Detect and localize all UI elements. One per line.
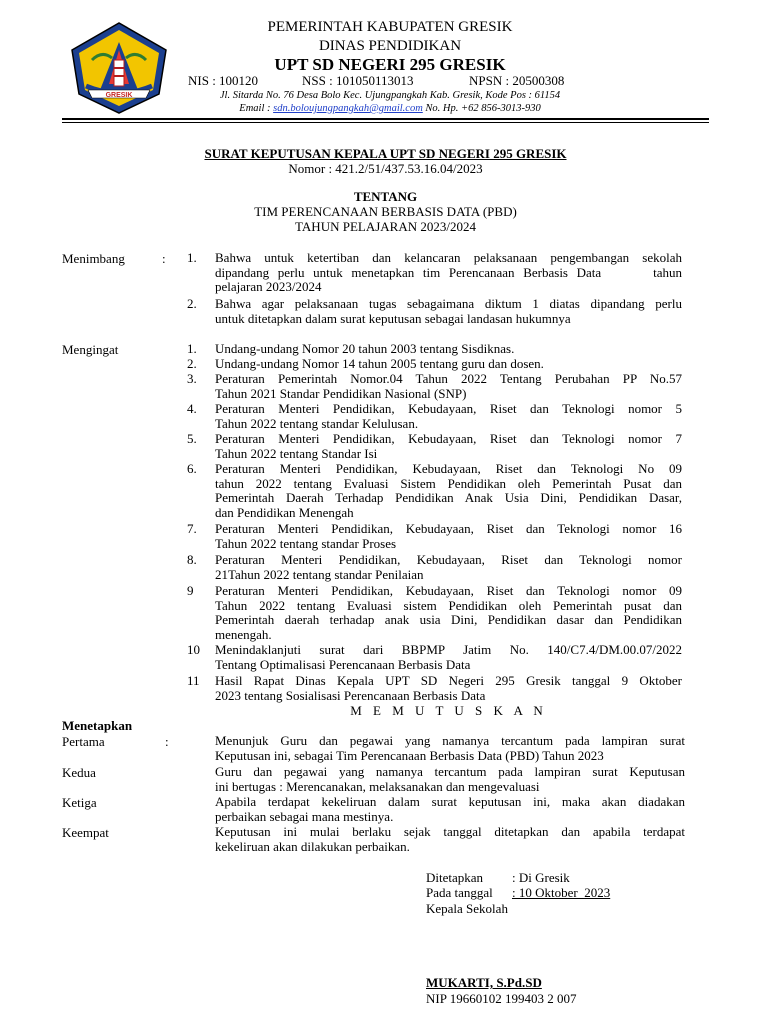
menimbang-number: 2. xyxy=(187,296,197,311)
item-line: Undang-undang Nomor 14 tahun 2005 tentang guru dan dosen. xyxy=(215,356,544,371)
item-line: Tahun 2021 Standar Pendidikan Nasional (SNP) xyxy=(215,385,467,401)
kedua-text xyxy=(215,765,685,794)
mengingat-number: 8. xyxy=(187,552,197,567)
item-line: Bahwa agar pelaksanaan tugas sebagaimana diktum 1 diatas dipandang perlu xyxy=(215,296,682,311)
mengingat-item xyxy=(215,584,682,642)
school-name: UPT SD NEGERI 295 GRESIK xyxy=(274,55,506,74)
mengingat-item xyxy=(215,674,682,703)
signatory-nip: NIP 19660102 199403 2 007 xyxy=(426,991,577,1006)
decision-line: Guru dan pegawai yang namanya tercantum pada lampiran surat Keputusan xyxy=(215,764,685,779)
menimbang-colon: : xyxy=(162,251,166,266)
item-line: Peraturan Menteri Pendidikan, Kebudayaan, Riset dan Teknologi nomor 5 xyxy=(215,401,682,416)
mengingat-number: 4. xyxy=(187,401,197,416)
menimbang-item xyxy=(215,297,682,326)
item-line: Peraturan Pemerintah Nomor.04 Tahun 2022 Tentang Perubahan PP No.57 xyxy=(215,371,682,386)
item-line: Bahwa untuk ketertiban dan kelancaran pelaksanaan pengembangan sekolah xyxy=(215,250,682,265)
menimbang-number: 1. xyxy=(187,250,197,265)
mengingat-item xyxy=(215,402,682,431)
keempat-label: Keempat xyxy=(62,825,109,840)
keempat-text xyxy=(215,825,685,854)
item-line: Tahun 2022 tentang standar Kelulusan. xyxy=(215,415,419,431)
nss: NSS : 101050113013 xyxy=(302,73,414,88)
mengingat-item xyxy=(215,342,682,357)
item-line: Menindaklanjuti surat dari BBPMP Jatim No. 140/C7.4/DM.00.07/2022 xyxy=(215,642,682,657)
signatory-name: MUKARTI, S.Pd.SD xyxy=(426,975,542,990)
letterhead-rule-thin xyxy=(62,122,709,123)
mengingat-number: 1. xyxy=(187,341,197,356)
npsn: NPSN : 20500308 xyxy=(469,73,565,88)
tanggal-label: Pada tanggal xyxy=(426,885,493,900)
item-line: dipandang perlu untuk menetapkan tim Perencanaan Berbasis Data tahun xyxy=(215,264,682,280)
item-line: Undang-undang Nomor 20 tahun 2003 tentang Sisdiknas. xyxy=(215,341,515,356)
regency-logo xyxy=(62,20,176,116)
item-line: Peraturan Menteri Pendidikan, Kebudayaan, Riset dan Teknologi nomor 7 xyxy=(215,431,682,446)
item-line: Hasil Rapat Dinas Kepala UPT SD Negeri 295 Gresik tanggal 9 Oktober xyxy=(215,673,682,688)
ditetapkan-row xyxy=(426,870,570,885)
decision-line: Apabila terdapat kekeliruan dalam surat keputusan ini, maka akan diadakan xyxy=(215,794,685,809)
item-line: 2023 tentang Sosialisasi Perencanaan Berbasis Data xyxy=(215,687,486,703)
mengingat-number: 9 xyxy=(187,583,194,598)
mengingat-item xyxy=(215,522,682,551)
item-line: Tentang Optimalisasi Perencanaan Berbasis Data xyxy=(215,656,471,672)
memutuskan-heading: M E M U T U S K A N xyxy=(350,703,547,718)
contact-line xyxy=(175,102,605,115)
decree-number: Nomor : 421.2/51/437.53.16.04/2023 xyxy=(288,161,483,176)
logo-text: GRESIK xyxy=(105,92,133,99)
mengingat-number: 7. xyxy=(187,521,197,536)
mengingat-item xyxy=(215,432,682,461)
decision-line: Keputusan ini, sebagai Tim Perencanaan Berbasis Data (PBD) Tahun 2023 xyxy=(215,747,604,763)
mengingat-number: 6. xyxy=(187,461,197,476)
school-identifiers xyxy=(188,73,564,89)
email-label: Email : xyxy=(239,103,271,114)
decision-line: Menunjuk Guru dan pegawai yang namanya tercantum pada lampiran surat xyxy=(215,733,685,748)
ditetapkan-value: : Di Gresik xyxy=(512,870,570,885)
decision-line: Keputusan ini mulai berlaku sejak tanggal ditetapkan dan apabila terdapat xyxy=(215,824,685,839)
mengingat-item xyxy=(215,372,682,401)
item-line: Pemerintah daerah terhadap anak usia Dini, Pendidikan dasar dan Pendidikan xyxy=(215,612,682,627)
letterhead-rule xyxy=(62,118,709,120)
phone-number: No. Hp. +62 856-3013-930 xyxy=(425,103,541,114)
ketiga-label: Ketiga xyxy=(62,795,97,810)
item-line: Tahun 2022 tentang standar Proses xyxy=(215,535,397,551)
mengingat-number: 3. xyxy=(187,371,197,386)
government-name: PEMERINTAH KABUPATEN GRESIK xyxy=(267,19,513,35)
ketiga-text xyxy=(215,795,685,824)
pertama-text xyxy=(215,734,685,763)
email-link[interactable]: sdn.boloujungpangkah@gmail.com xyxy=(273,103,423,114)
tentang-heading: TENTANG xyxy=(353,189,418,204)
mengingat-number: 2. xyxy=(187,356,197,371)
item-line: Tahun 2022 tentang Evaluasi sistem Pendidikan oleh Pemerintah pusat dan xyxy=(215,597,682,613)
item-line: Peraturan Menteri Pendidikan, Kebudayaan, Riset dan Teknologi nomor xyxy=(215,552,682,567)
item-line: menengah. xyxy=(215,626,272,642)
mengingat-number: 5. xyxy=(187,431,197,446)
item-line: Peraturan Menteri Pendidikan, Kebudayaan, Riset dan Teknologi No 09 xyxy=(215,461,682,476)
mengingat-number: 11 xyxy=(187,673,200,688)
decision-line: perbaikan sebagai mana mestinya. xyxy=(215,808,394,824)
decision-line: ini bertugas : Merencanakan, melaksanakan dan mengevaluasi xyxy=(215,778,540,794)
signatory-position: Kepala Sekolah xyxy=(426,901,508,916)
item-line: Pemerintah Daerah Terhadap Pendidikan Anak Usia Dini, Pendidikan Dasar, xyxy=(215,490,682,505)
department-name: DINAS PENDIDIKAN xyxy=(318,38,462,54)
item-line: Peraturan Menteri Pendidikan, Kebudayaan, Riset dan Teknologi nomor 09 xyxy=(215,583,682,598)
item-line: 21Tahun 2022 tentang standar Penilaian xyxy=(215,566,424,582)
menetapkan-label: Menetapkan xyxy=(62,718,133,733)
nis: NIS : 100120 xyxy=(188,73,259,88)
item-line: tahun 2022 tentang Evaluasi Sistem Pendidikan oleh Pemerintah Pusat dan xyxy=(215,475,682,491)
item-line: Peraturan Menteri Pendidikan, Kebudayaan, Riset dan Teknologi nomor 16 xyxy=(215,521,682,536)
decree-subject: TIM PERENCANAAN BERBASIS DATA (PBD) xyxy=(254,204,517,219)
pertama-colon: : xyxy=(165,734,169,749)
item-line: Tahun 2022 tentang Standar Isi xyxy=(215,445,378,461)
item-line: pelajaran 2023/2024 xyxy=(215,279,322,294)
menimbang-label: Menimbang xyxy=(62,251,125,266)
tanggal-value: : 10 Oktober 2023 xyxy=(512,885,611,900)
menimbang-item xyxy=(215,251,682,295)
pertama-label: Pertama xyxy=(62,734,105,749)
mengingat-item xyxy=(215,357,682,372)
decision-line: kekeliruan akan dilakukan perbaikan. xyxy=(215,838,410,854)
school-address: Jl. Sitarda No. 76 Desa Bolo Kec. Ujungpangkah Kab. Gresik, Kode Pos : 61154 xyxy=(219,90,561,101)
item-line: untuk ditetapkan dalam surat keputusan sebagai landasan hukumnya xyxy=(215,310,571,326)
mengingat-item xyxy=(215,462,682,520)
item-line: dan Pendidikan Menengah xyxy=(215,504,354,520)
kedua-label: Kedua xyxy=(62,765,96,780)
mengingat-label: Mengingat xyxy=(62,342,119,357)
ditetapkan-label: Ditetapkan xyxy=(426,870,484,885)
mengingat-item xyxy=(215,553,682,582)
tanggal-row xyxy=(426,885,610,900)
mengingat-item xyxy=(215,643,682,672)
decree-year: TAHUN PELAJARAN 2023/2024 xyxy=(295,219,476,234)
decree-heading: SURAT KEPUTUSAN KEPALA UPT SD NEGERI 295 GRESIK xyxy=(204,146,567,161)
mengingat-number: 10 xyxy=(187,642,200,657)
